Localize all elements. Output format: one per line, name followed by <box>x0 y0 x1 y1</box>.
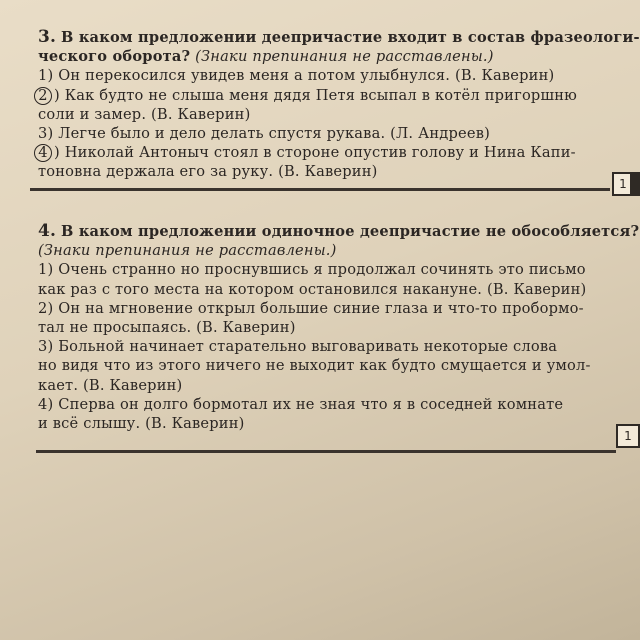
task-4-option-1-continued: как раз с того места на котором остановился накануне. (В. Каверин) <box>38 280 587 298</box>
task-4-option-3-continued-1: но видя что из этого ничего не выходит как будто смущается и умол- <box>38 357 591 375</box>
task-3-option-2-text-1: ) Как будто не слыша меня дядя Петя всыпал в котёл пригоршню <box>54 86 578 104</box>
task-4 <box>38 221 640 433</box>
task-4-question-line-2 <box>38 241 598 260</box>
task-4-question-text: В каком предложении одиночное деепричастие не обособляется? <box>61 223 640 240</box>
task-4-option-3: 3) Больной начинает старательно выговаривать некоторые слова <box>38 338 558 356</box>
task-4-option-2: 2) Он на мгновение открыл большие синие глаза и что-то пробормо- <box>38 299 584 317</box>
task-4-answer-box: 1 <box>616 424 640 448</box>
task-3-answer-box: 1 <box>612 172 634 196</box>
task-4-option-4-continued: и всё слышу. (В. Каверин) <box>38 415 245 433</box>
task-3-option-4-circled-number: 4 <box>34 144 52 162</box>
task-3-question-line-2 <box>38 47 598 66</box>
task-3 <box>38 27 640 182</box>
task-3-question-line-1 <box>38 27 640 47</box>
task-3-option-2 <box>38 86 598 105</box>
task-4-option-4: 4) Сперва он долго бормотал их не зная что я в соседней комнате <box>38 395 564 413</box>
task-3-question-text-2: ческого оборота? <box>38 48 191 66</box>
task-3-note: (Знаки препинания не расставлены.) <box>195 48 494 66</box>
separator-rule-1 <box>30 188 610 191</box>
task-3-question-text-1: В каком предложении деепричастие входит в состав фразеологи- <box>61 29 640 46</box>
task-3-option-3: 3) Легче было и дело делать спустя рукава. (Л. Андреев) <box>38 125 490 143</box>
task-3-option-4 <box>38 143 598 162</box>
task-3-option-2-continued: соли и замер. (В. Каверин) <box>38 105 251 123</box>
task-4-option-1: 1) Очень странно но проснувшись я продолжал сочинять это письмо <box>38 261 586 279</box>
task-3-answer-box-edge <box>630 172 640 196</box>
task-4-option-3-continued-2: кает. (В. Каверин) <box>38 376 183 394</box>
separator-rule-2 <box>36 450 616 453</box>
task-4-option-2-continued: тал не просыпаясь. (В. Каверин) <box>38 319 296 337</box>
task-4-number: 4. <box>38 221 57 241</box>
task-3-option-1: 1) Он перекосился увидев меня а потом улыбнулся. (В. Каверин) <box>38 67 555 85</box>
task-4-question-line-1 <box>38 221 640 241</box>
task-4-note: (Знаки препинания не расставлены.) <box>38 242 337 260</box>
task-3-number: 3. <box>38 27 57 47</box>
task-3-option-2-circled-number: 2 <box>34 87 52 105</box>
task-3-option-4-continued: тоновна держала его за руку. (В. Каверин) <box>38 163 378 181</box>
task-3-option-4-text-1: ) Николай Антоныч стоял в стороне опустив голову и Нина Капи- <box>54 144 576 162</box>
